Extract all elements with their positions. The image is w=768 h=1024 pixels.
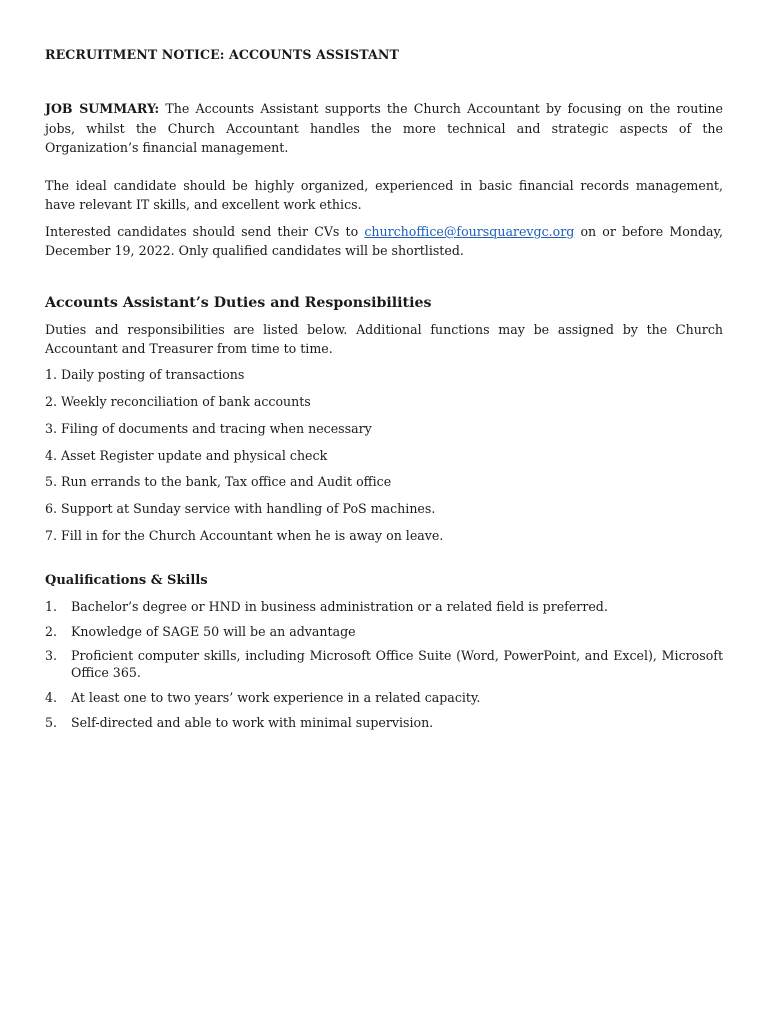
qualifications-heading: Qualifications & Skills	[45, 573, 208, 588]
job-summary-text: The Accounts Assistant supports the Church Accountant by focusing on the routine jobs, whilst the Church Accountant handles the more technical and strategic aspects of the Organization’s financial management.	[45, 101, 723, 155]
qualification-number: 5.	[45, 715, 58, 730]
duty-item: 2. Weekly reconciliation of bank accounts	[45, 394, 311, 409]
application-paragraph	[45, 222, 723, 260]
qualification-item	[45, 623, 723, 640]
email-link[interactable]: churchoffice@foursquarevgc.org	[364, 224, 575, 239]
qualification-number: 4.	[45, 690, 58, 705]
duty-item: 1. Daily posting of transactions	[45, 367, 245, 382]
qualification-text: Proficient computer skills, including Microsoft Office Suite (Word, PowerPoint, and Excel), Microsoft Office 365.	[71, 648, 723, 680]
qualification-number: 3.	[45, 648, 58, 663]
qualification-number: 2.	[45, 624, 58, 639]
duty-item: 3. Filing of documents and tracing when necessary	[45, 421, 372, 436]
qualification-item	[45, 647, 723, 681]
qualification-text: Bachelor’s degree or HND in business administration or a related field is preferred.	[71, 599, 608, 614]
qualification-text: Knowledge of SAGE 50 will be an advantage	[71, 624, 356, 639]
duties-intro: Duties and responsibilities are listed below. Additional functions may be assigned by the Church Accountant and Treasurer from time to time.	[45, 322, 723, 356]
duty-item: 5. Run errands to the bank, Tax office and Audit office	[45, 474, 392, 489]
qualification-item	[45, 714, 723, 731]
qualification-item	[45, 598, 723, 615]
page-title: RECRUITMENT NOTICE: ACCOUNTS ASSISTANT	[45, 47, 399, 62]
application-text-after: on or before Monday, December 19, 2022. Only qualified candidates will be shortlisted.	[45, 224, 723, 258]
duties-heading: Accounts Assistant’s Duties and Responsibilities	[45, 295, 432, 311]
duty-item: 7. Fill in for the Church Accountant when he is away on leave.	[45, 528, 444, 543]
qualification-text: At least one to two years’ work experience in a related capacity.	[71, 690, 481, 705]
qualification-number: 1.	[45, 599, 58, 614]
qualification-item	[45, 689, 723, 706]
duty-item: 4. Asset Register update and physical check	[45, 448, 328, 463]
duty-item: 6. Support at Sunday service with handling of PoS machines.	[45, 501, 436, 516]
ideal-candidate-paragraph: The ideal candidate should be highly organized, experienced in basic financial records management, have relevant IT skills, and excellent work ethics.	[45, 178, 723, 212]
job-summary-paragraph	[45, 99, 723, 158]
job-summary-label: JOB SUMMARY:	[45, 101, 160, 116]
application-text-before: Interested candidates should send their CVs to	[45, 224, 365, 239]
qualification-text: Self-directed and able to work with minimal supervision.	[71, 715, 434, 730]
